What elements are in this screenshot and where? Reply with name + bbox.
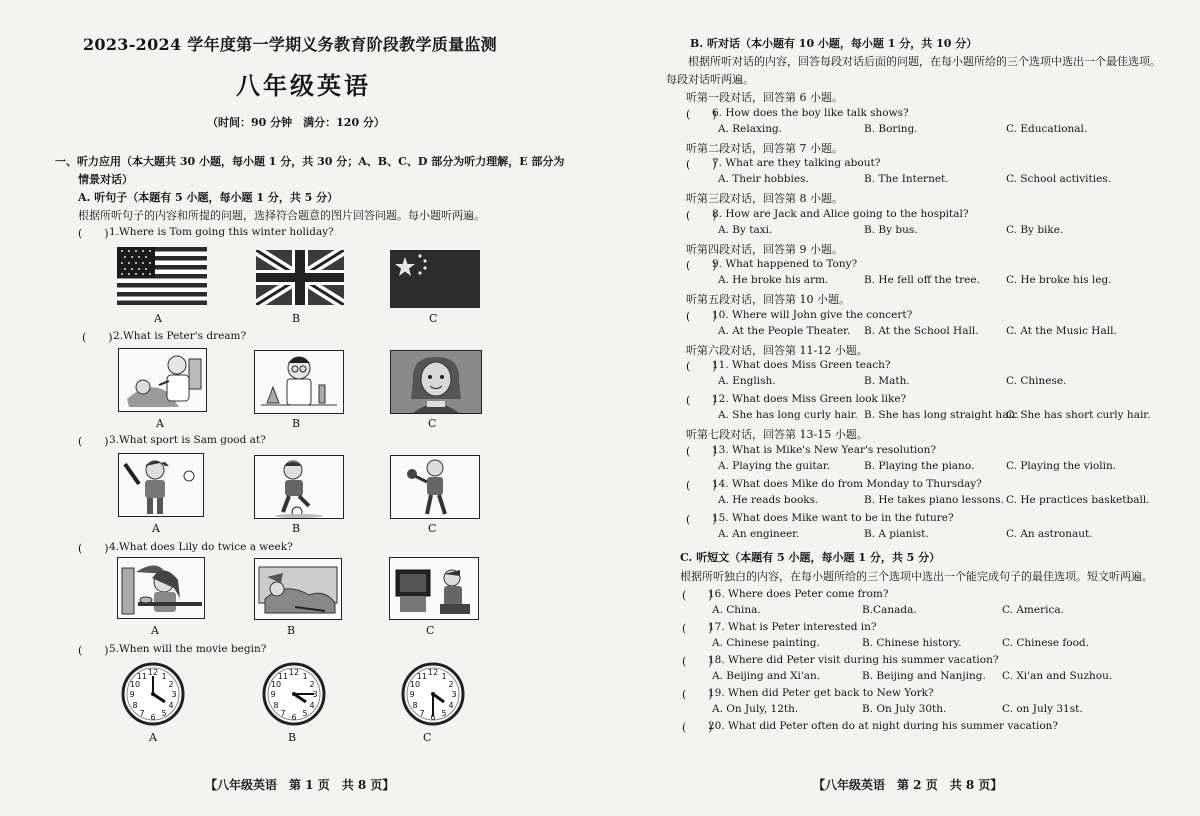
option-label: C — [426, 624, 435, 637]
sleeping-picture[interactable] — [254, 558, 342, 620]
exam-title: 2023-2024 学年度第一学期义务教育阶段教学质量监测 — [83, 35, 497, 54]
answer-option[interactable]: C. He broke his leg. — [1006, 274, 1112, 286]
partA-instructions: 根据所听句子的内容和所提的问题，选择符合题意的图片回答问题。每小题听两遍。 — [78, 209, 485, 222]
svg-text:6: 6 — [291, 713, 297, 722]
answer-option[interactable]: B. On July 30th. — [862, 702, 947, 715]
question-text: 6. How does the boy like talk shows? — [712, 106, 909, 119]
question-4: 4.What does Lily do twice a week? — [109, 541, 293, 553]
dialog-instruction: 听第四段对话，回答第 9 小题。 — [686, 242, 843, 256]
answer-blank[interactable]: ( ) — [686, 394, 717, 407]
question-text: 8. How are Jack and Alice going to the hospital? — [712, 207, 969, 220]
dialog-instruction: 听第六段对话，回答第 11-12 小题。 — [686, 343, 868, 357]
option-label: C — [428, 522, 437, 535]
svg-text:11: 11 — [136, 672, 148, 681]
answer-option[interactable]: A. Beijing and Xi'an. — [712, 669, 821, 682]
option-label: C — [429, 312, 438, 325]
option-label: B — [292, 312, 301, 325]
answer-option[interactable]: B. Beijing and Nanjing. — [862, 669, 986, 682]
svg-text:9: 9 — [270, 690, 276, 699]
svg-text:10: 10 — [409, 680, 421, 689]
question-text: 10. Where will John give the concert? — [712, 308, 913, 321]
option-label: A — [149, 731, 157, 744]
answer-blank[interactable]: ( ) — [682, 622, 713, 635]
answer-blank[interactable]: ( ) — [78, 227, 109, 240]
partC-instructions: 根据所听独白的内容，在每小题所给的三个选项中选出一个能完成句子的最佳选项。短文听两遍。 — [680, 570, 1153, 583]
svg-text:12: 12 — [147, 668, 159, 677]
partB-instructions: 根据所听对话的内容，回答每段对话后面的问题，在每小题所给的三个选项中选出一个最佳选项。 — [688, 55, 1161, 68]
answer-option[interactable]: C. She has short curly hair. — [1006, 409, 1151, 421]
answer-option[interactable]: C. Xi'an and Suzhou. — [1002, 669, 1113, 682]
svg-text:8: 8 — [412, 701, 418, 710]
dialog-instruction: 听第二段对话，回答第 7 小题。 — [686, 141, 843, 155]
answer-blank[interactable]: ( ) — [686, 360, 717, 373]
answer-option[interactable]: C. Chinese. — [1006, 375, 1067, 387]
svg-text:3: 3 — [171, 690, 177, 699]
question-text: 15. What does Mike want to be in the future? — [712, 511, 954, 524]
answer-option[interactable]: C. America. — [1002, 603, 1064, 616]
answer-blank[interactable]: ( ) — [686, 512, 717, 526]
question-text: 20. What did Peter often do at night during his summer vacation? — [708, 720, 1059, 732]
svg-text:7: 7 — [139, 709, 145, 718]
answer-option[interactable]: B. A pianist. — [864, 527, 929, 540]
soccer-picture[interactable] — [254, 455, 344, 519]
answer-option[interactable]: A. By taxi. — [718, 223, 773, 236]
answer-option[interactable]: A. He broke his arm. — [718, 274, 829, 286]
scientist-picture[interactable] — [254, 350, 344, 414]
question-text: 11. What does Miss Green teach? — [712, 359, 891, 371]
question-3: 3.What sport is Sam good at? — [109, 434, 266, 446]
partC-title: C. 听短文（本题有 5 小题，每小题 1 分，共 5 分） — [680, 551, 941, 564]
answer-option[interactable]: A. An engineer. — [718, 527, 800, 540]
answer-option[interactable]: A. Playing the guitar. — [718, 459, 831, 472]
dialog-instruction: 听第一段对话，回答第 6 小题。 — [686, 91, 843, 104]
svg-text:8: 8 — [273, 701, 279, 710]
page-footer: 【八年级英语 第 2 页 共 8 页】 — [813, 778, 1003, 792]
answer-option[interactable]: B. Boring. — [864, 122, 918, 135]
svg-text:4: 4 — [168, 701, 174, 710]
clock-picture[interactable] — [107, 662, 199, 726]
option-label: A — [152, 522, 160, 535]
time-info: （时间：90 分钟 满分：120 分） — [207, 116, 385, 129]
question-text: 12. What does Miss Green look like? — [712, 393, 907, 405]
answer-option[interactable]: A. At the People Theater. — [718, 324, 851, 337]
option-label: C — [428, 417, 437, 430]
answer-option[interactable]: A. She has long curly hair. — [718, 409, 858, 421]
svg-text:10: 10 — [129, 680, 141, 689]
question-text: 13. What is Mike's New Year's resolution? — [712, 443, 936, 456]
question-text: 17. What is Peter interested in? — [708, 621, 877, 633]
dialog-instruction: 听第七段对话，回答第 13-15 小题。 — [686, 428, 868, 441]
subject-title: 八年级英语 — [236, 71, 371, 100]
svg-text:12: 12 — [427, 668, 439, 677]
svg-text:3: 3 — [312, 690, 318, 699]
svg-text:3: 3 — [451, 690, 457, 699]
answer-option[interactable]: C. By bike. — [1006, 223, 1064, 236]
option-label: A — [151, 624, 159, 637]
page-footer: 【八年级英语 第 1 页 共 8 页】 — [205, 778, 395, 792]
answer-option[interactable]: B. She has long straight hair. — [864, 409, 1020, 421]
option-label: B — [288, 731, 297, 744]
answer-blank[interactable]: ( ) — [78, 435, 109, 448]
svg-text:9: 9 — [129, 690, 135, 699]
answer-option[interactable]: A. On July, 12th. — [712, 702, 799, 715]
clock-picture[interactable] — [252, 662, 336, 726]
dentist-picture[interactable] — [118, 348, 207, 412]
answer-option[interactable]: C. on July 31st. — [1002, 702, 1083, 715]
dialog-instruction: 听第五段对话，回答第 10 小题。 — [686, 293, 850, 306]
question-text: 16. Where does Peter come from? — [708, 588, 889, 600]
answer-blank[interactable]: ( ) — [682, 688, 713, 701]
partB-title: B. 听对话（本小题有 10 小题，每小题 1 分，共 10 分） — [690, 37, 978, 50]
answer-blank[interactable]: ( ) — [686, 259, 717, 272]
answer-blank[interactable]: ( ) — [686, 478, 717, 492]
cooking-picture[interactable] — [117, 557, 205, 619]
answer-option[interactable]: B. He fell off the tree. — [864, 274, 980, 286]
svg-text:2: 2 — [309, 680, 315, 689]
answer-option[interactable]: A. English. — [718, 375, 776, 387]
question-2: 2.What is Peter's dream? — [113, 330, 247, 342]
svg-text:4: 4 — [309, 701, 315, 710]
answer-blank[interactable]: ( ) — [682, 655, 713, 668]
tv-picture[interactable] — [389, 557, 479, 620]
basketball-picture[interactable] — [390, 455, 480, 519]
answer-blank[interactable]: ( ) — [686, 158, 717, 171]
svg-text:2: 2 — [168, 680, 174, 689]
question-5: 5.When will the movie begin? — [109, 643, 267, 655]
answer-option[interactable]: B. The Internet. — [864, 173, 949, 185]
question-text: 7. What are they talking about? — [712, 157, 881, 169]
question-1: 1.Where is Tom going this winter holiday? — [109, 226, 334, 238]
option-label: C — [423, 731, 432, 744]
svg-text:1: 1 — [161, 672, 167, 681]
partB-instructions-cont: 每段对话听两遍。 — [666, 73, 754, 86]
answer-option[interactable]: B. Chinese history. — [862, 636, 962, 649]
svg-text:11: 11 — [416, 672, 428, 681]
svg-text:10: 10 — [270, 680, 282, 689]
answer-blank[interactable]: ( ) — [82, 331, 113, 344]
svg-text:6: 6 — [150, 713, 156, 722]
option-label: B — [287, 624, 296, 637]
answer-option[interactable]: C. An astronaut. — [1006, 527, 1093, 540]
option-label: B — [292, 522, 301, 535]
svg-text:4: 4 — [448, 701, 454, 710]
answer-blank[interactable]: ( ) — [78, 542, 109, 555]
svg-text:8: 8 — [132, 701, 138, 710]
answer-blank[interactable]: ( ) — [686, 309, 717, 323]
question-text: 18. Where did Peter visit during his summer vacation? — [708, 654, 999, 666]
svg-text:12: 12 — [288, 668, 300, 677]
section1-heading-cont: 情景对话） — [78, 173, 133, 186]
answer-option[interactable]: B. He takes piano lessons. — [864, 493, 1004, 506]
answer-option[interactable]: A. Chinese painting. — [712, 636, 820, 649]
svg-text:1: 1 — [441, 672, 447, 681]
svg-text:7: 7 — [419, 709, 425, 718]
svg-text:5: 5 — [161, 709, 167, 718]
answer-blank[interactable]: ( ) — [686, 208, 717, 222]
answer-option[interactable]: C. Educational. — [1006, 122, 1088, 135]
answer-option[interactable]: A. China. — [712, 603, 761, 616]
clock-picture[interactable] — [388, 662, 478, 726]
question-text: 9. What happened to Tony? — [712, 258, 858, 270]
question-text: 14. What does Mike do from Monday to Thursday? — [712, 477, 982, 490]
answer-option[interactable]: C. School activities. — [1006, 173, 1112, 185]
china-flag[interactable] — [390, 250, 480, 308]
answer-option[interactable]: B. By bus. — [864, 223, 918, 236]
svg-text:1: 1 — [302, 672, 308, 681]
svg-text:6: 6 — [430, 713, 436, 722]
uk-flag[interactable] — [256, 250, 344, 305]
answer-option[interactable]: B. Math. — [864, 375, 910, 387]
svg-text:11: 11 — [277, 672, 289, 681]
answer-option[interactable]: C. He practices basketball. — [1006, 493, 1150, 506]
svg-text:5: 5 — [302, 709, 308, 718]
answer-option[interactable]: C. At the Music Hall. — [1006, 324, 1117, 337]
question-text: 19. When did Peter get back to New York? — [708, 687, 934, 699]
answer-option[interactable]: A. Their hobbies. — [718, 173, 809, 185]
answer-option[interactable]: B. At the School Hall. — [864, 324, 979, 337]
tour-guide-picture[interactable] — [390, 350, 482, 414]
answer-option[interactable]: B. Playing the piano. — [864, 459, 975, 472]
answer-blank[interactable]: ( ) — [686, 107, 717, 121]
answer-blank[interactable]: ( ) — [682, 589, 713, 602]
option-label: A — [156, 417, 164, 430]
section1-heading: 一、听力应用（本大题共 30 小题，每小题 1 分，共 30 分；A、B、C、D 部分为听力理解，E 部分为 — [55, 155, 565, 168]
page-2 — [600, 0, 1200, 816]
answer-option[interactable]: C. Chinese food. — [1002, 636, 1089, 649]
svg-text:5: 5 — [441, 709, 447, 718]
svg-text:2: 2 — [448, 680, 454, 689]
dialog-instruction: 听第三段对话，回答第 8 小题。 — [686, 192, 843, 205]
svg-text:9: 9 — [409, 690, 415, 699]
usa-flag[interactable] — [117, 247, 207, 305]
option-label: A — [154, 312, 162, 325]
answer-option[interactable]: A. Relaxing. — [718, 122, 783, 135]
answer-option[interactable]: C. Playing the violin. — [1006, 459, 1117, 472]
baseball-picture[interactable] — [118, 453, 204, 517]
answer-option[interactable]: A. He reads books. — [718, 493, 819, 506]
option-label: B — [292, 417, 301, 430]
partA-title: A. 听句子（本题有 5 小题，每小题 1 分，共 5 分） — [78, 191, 339, 204]
answer-option[interactable]: B.Canada. — [862, 603, 917, 616]
answer-blank[interactable]: ( ) — [78, 644, 109, 657]
svg-text:7: 7 — [280, 709, 286, 718]
answer-blank[interactable]: ( ) — [686, 444, 717, 458]
answer-blank[interactable]: ( ) — [682, 721, 713, 734]
